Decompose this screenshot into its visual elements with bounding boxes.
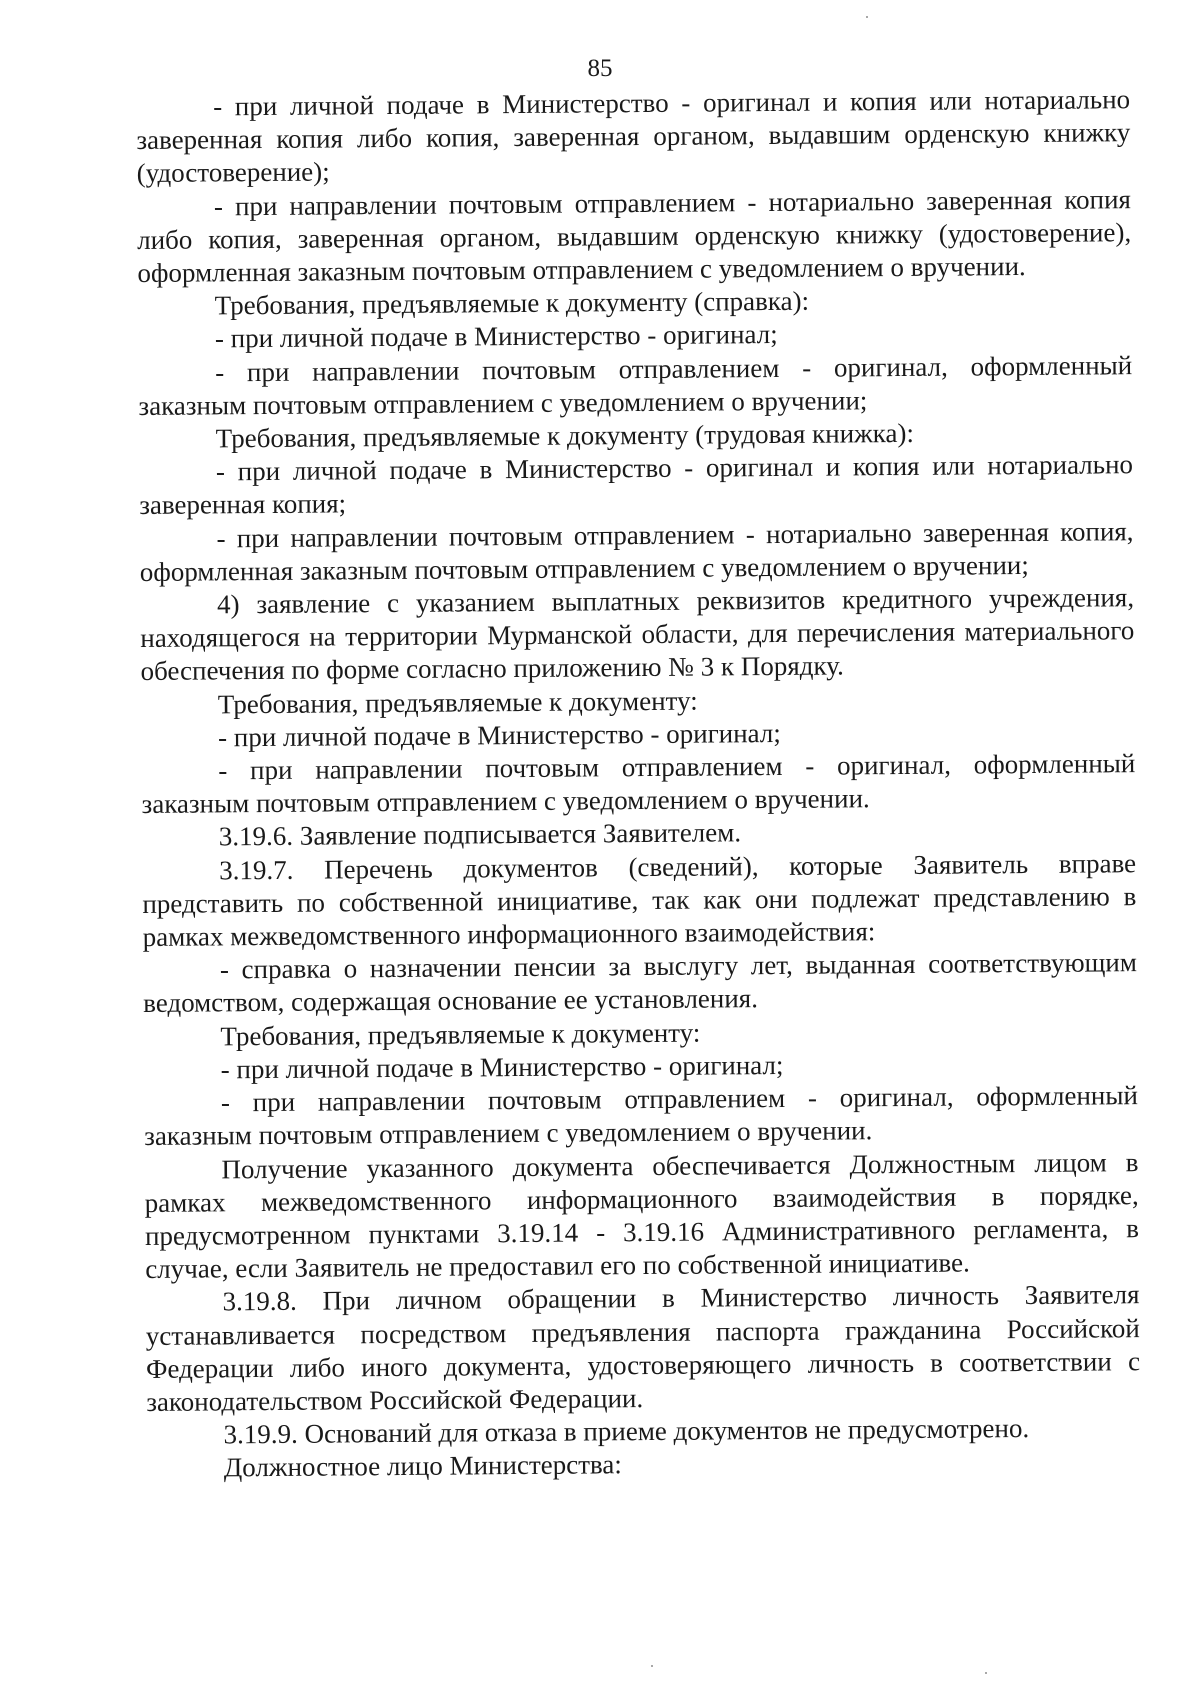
paragraph: - при направлении почтовым отправлением - оригинал, оформленный заказным почтовым отправлением с уведомлением о вручении. [141,748,1136,820]
paragraph: Получение указанного документа обеспечивается Должностным лицом в рамках межведомственного информационного взаимодействия в порядке, предусмотренном пунктами 3.19.14 - 3.19.16 Административного регламента, в случае, если Заявитель не предоставил его по собственной инициативе. [144,1146,1140,1285]
paragraph: 3.19.7. Перечень документов (сведений), которые Заявитель вправе представить по собственной инициативе, так как они подлежат представлению в рамках межведомственного информационного взаимодействия: [142,847,1137,953]
paragraph: Требования, предъявляемые к документу (трудовая книжка): [215,417,915,454]
scan-speck [985,1672,987,1674]
paragraph: - справка о назначении пенсии за выслугу лет, выданная соответствующим ведомством, содержащая основание ее установления. [143,947,1137,1019]
paragraph: Требования, предъявляемые к документу: [217,685,698,720]
paragraph: 4) заявление с указанием выплатных реквизитов кредитного учреждения, находящегося на территории Мурманской области, для перечисления материального обеспечения по форме согласно приложению № 3 к Порядку. [140,582,1135,687]
document-body [136,83,1141,1485]
paragraph: - при направлении почтовым отправлением - оригинал, оформленный заказным почтовым отправлением с уведомлением о вручении; [138,349,1133,421]
paragraph: 3.19.8. При личном обращении в Министерство личность Заявителя устанавливается посредством предъявления паспорта гражданина Российской Федерации либо иного документа, удостоверяющего личность в соответствии с законодательством Российской Федерации. [145,1279,1141,1417]
paragraph: Требования, предъявляемые к документу: [220,1017,701,1052]
page-number: 85 [587,55,613,82]
paragraph: 3.19.6. Заявление подписывается Заявителем. [218,817,742,852]
scan-speck [651,1665,653,1667]
paragraph: 3.19.9. Оснований для отказа в приеме документов не предусмотрено. [223,1413,1030,1450]
scan-speck [866,16,868,18]
paragraph: - при направлении почтовым отправлением - нотариально заверенная копия, оформленная заказным почтовым отправлением с уведомлением о вручении; [139,515,1134,587]
paragraph: - при личной подаче в Министерство - оригинал; [214,319,778,354]
paragraph: Требования, предъявляемые к документу (справка): [214,285,810,321]
paragraph: - при направлении почтовым отправлением - оригинал, оформленный заказным почтовым отправлением с уведомлением о вручении. [144,1080,1139,1152]
paragraph: - при личной подаче в Министерство - оригинал и копия или нотариально заверенная копия; [139,449,1134,521]
paragraph: - при личной подаче в Министерство - оригинал и копия или нотариально заверенная копия либо копия, заверенная органом, выдавшим орденскую книжку (удостоверение); [136,84,1131,189]
paragraph: Должностное лицо Министерства: [223,1449,622,1483]
paragraph: - при личной подаче в Министерство - оригинал; [220,1049,784,1085]
paragraph: - при направлении почтовым отправлением - нотариально заверенная копия либо копия, заверенная органом, выдавшим орденскую книжку (удостоверение), оформленная заказным почтовым отправлением с уведомлением о вручении. [137,183,1132,289]
paragraph: - при личной подаче в Министерство - оригинал; [217,717,781,753]
